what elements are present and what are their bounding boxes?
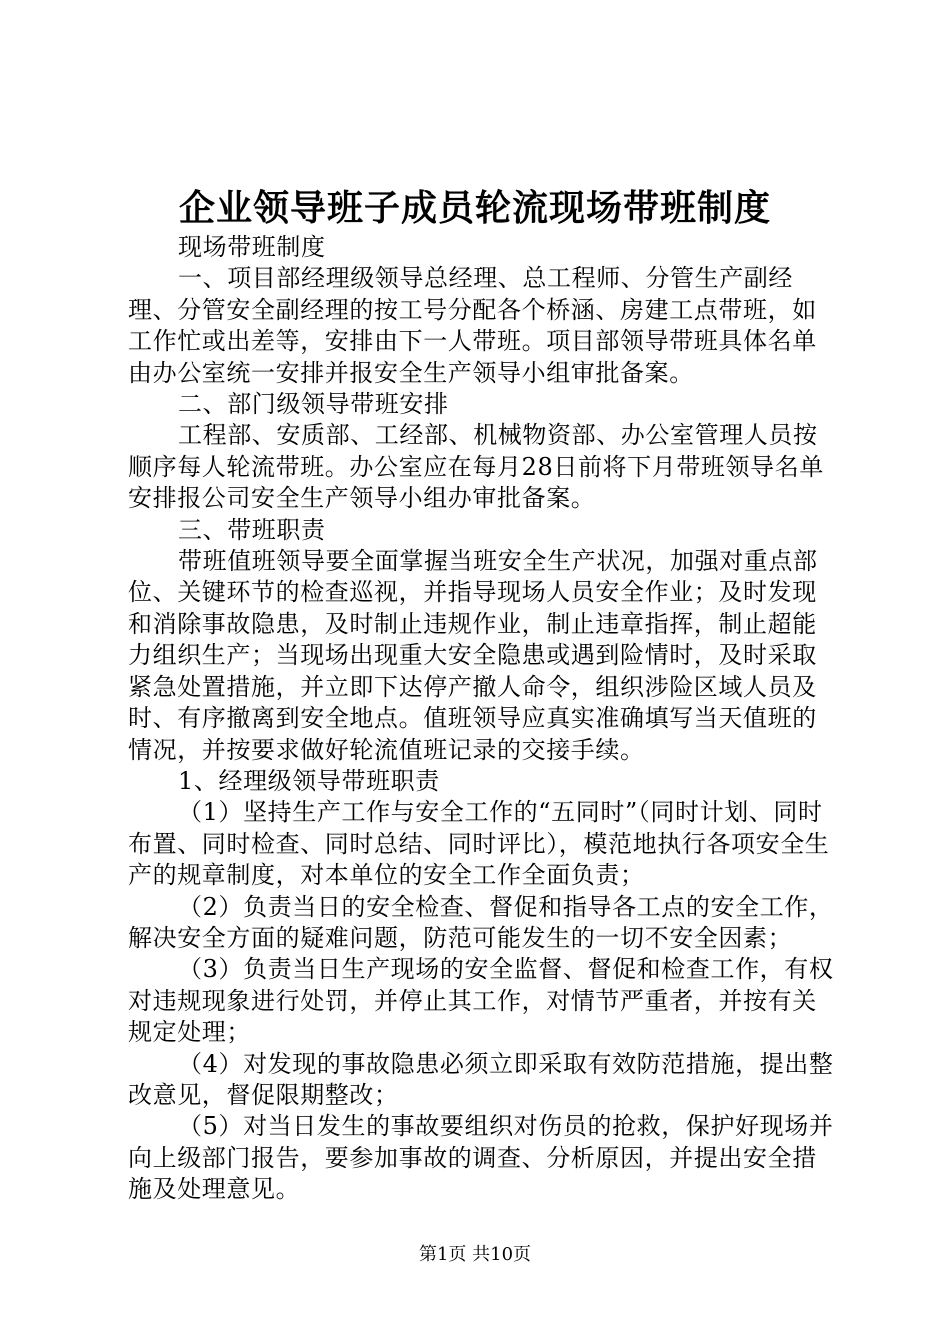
list-item: （5）对当日发生的事故要组织对伤员的抢救，保护好现场并向上级部门报告，要参加事故的调查、分析原因，并提出安全措施及处理意见。 (128, 1112, 834, 1204)
list-item: （2）负责当日的安全检查、督促和指导各工点的安全工作，解决安全方面的疑难问题，防范可能发生的一切不安全因素； (128, 892, 834, 952)
section-heading: 现场带班制度 (178, 233, 326, 261)
paragraph: 一、项目部经理级领导总经理、总工程师、分管生产副经理、分管安全副经理的按工号分配各个桥涵、房建工点带班，如工作忙或出差等，安排由下一人带班。项目部领导带班具体名单由办公室统一安排并报安全生产领导小组审批备案。 (128, 264, 817, 387)
list-item: （4）对发现的事故隐患必须立即采取有效防范措施，提出整改意见，督促限期整改； (128, 1049, 834, 1109)
section-heading: 三、带班职责 (178, 515, 326, 544)
page-number-footer: 第1页 共10页 (418, 1244, 532, 1265)
paragraph: 带班值班领导要全面掌握当班安全生产状况，加强对重点部位、关键环节的检查巡视，并指导现场人员安全作业；及时发现和消除事故隐患，及时制止违规作业，制止违章指挥，制止超能力组织生产；当现场出现重大安全隐患或遇到险情时，及时采取紧急处置措施，并立即下达停产撤人命令，组织涉险区域人员及时、有序撤离到安全地点。值班领导应真实准确填写当天值班的情况，并按要求做好轮流值班记录的交接手续。 (128, 547, 818, 764)
list-item: （3）负责当日生产现场的安全监督、督促和检查工作，有权对违规现象进行处罚，并停止其工作，对情节严重者，并按有关规定处理； (128, 955, 834, 1047)
section-heading: 1、经理级领导带班职责 (178, 766, 440, 795)
list-item: （1）坚持生产工作与安全工作的“五同时”（同时计划、同时布置、同时检查、同时总结、同时评比），模范地执行各项安全生产的规章制度，对本单位的安全工作全面负责； (128, 798, 830, 890)
section-heading: 二、部门级领导带班安排 (178, 390, 449, 419)
paragraph: 工程部、安质部、工经部、机械物资部、办公室管理人员按顺序每人轮流带班。办公室应在每月28日前将下月带班领导名单安排报公司安全生产领导小组办审批备案。 (128, 421, 824, 513)
document-body (128, 232, 836, 1206)
document-title: 企业领导班子成员轮流现场带班制度 (178, 187, 771, 229)
